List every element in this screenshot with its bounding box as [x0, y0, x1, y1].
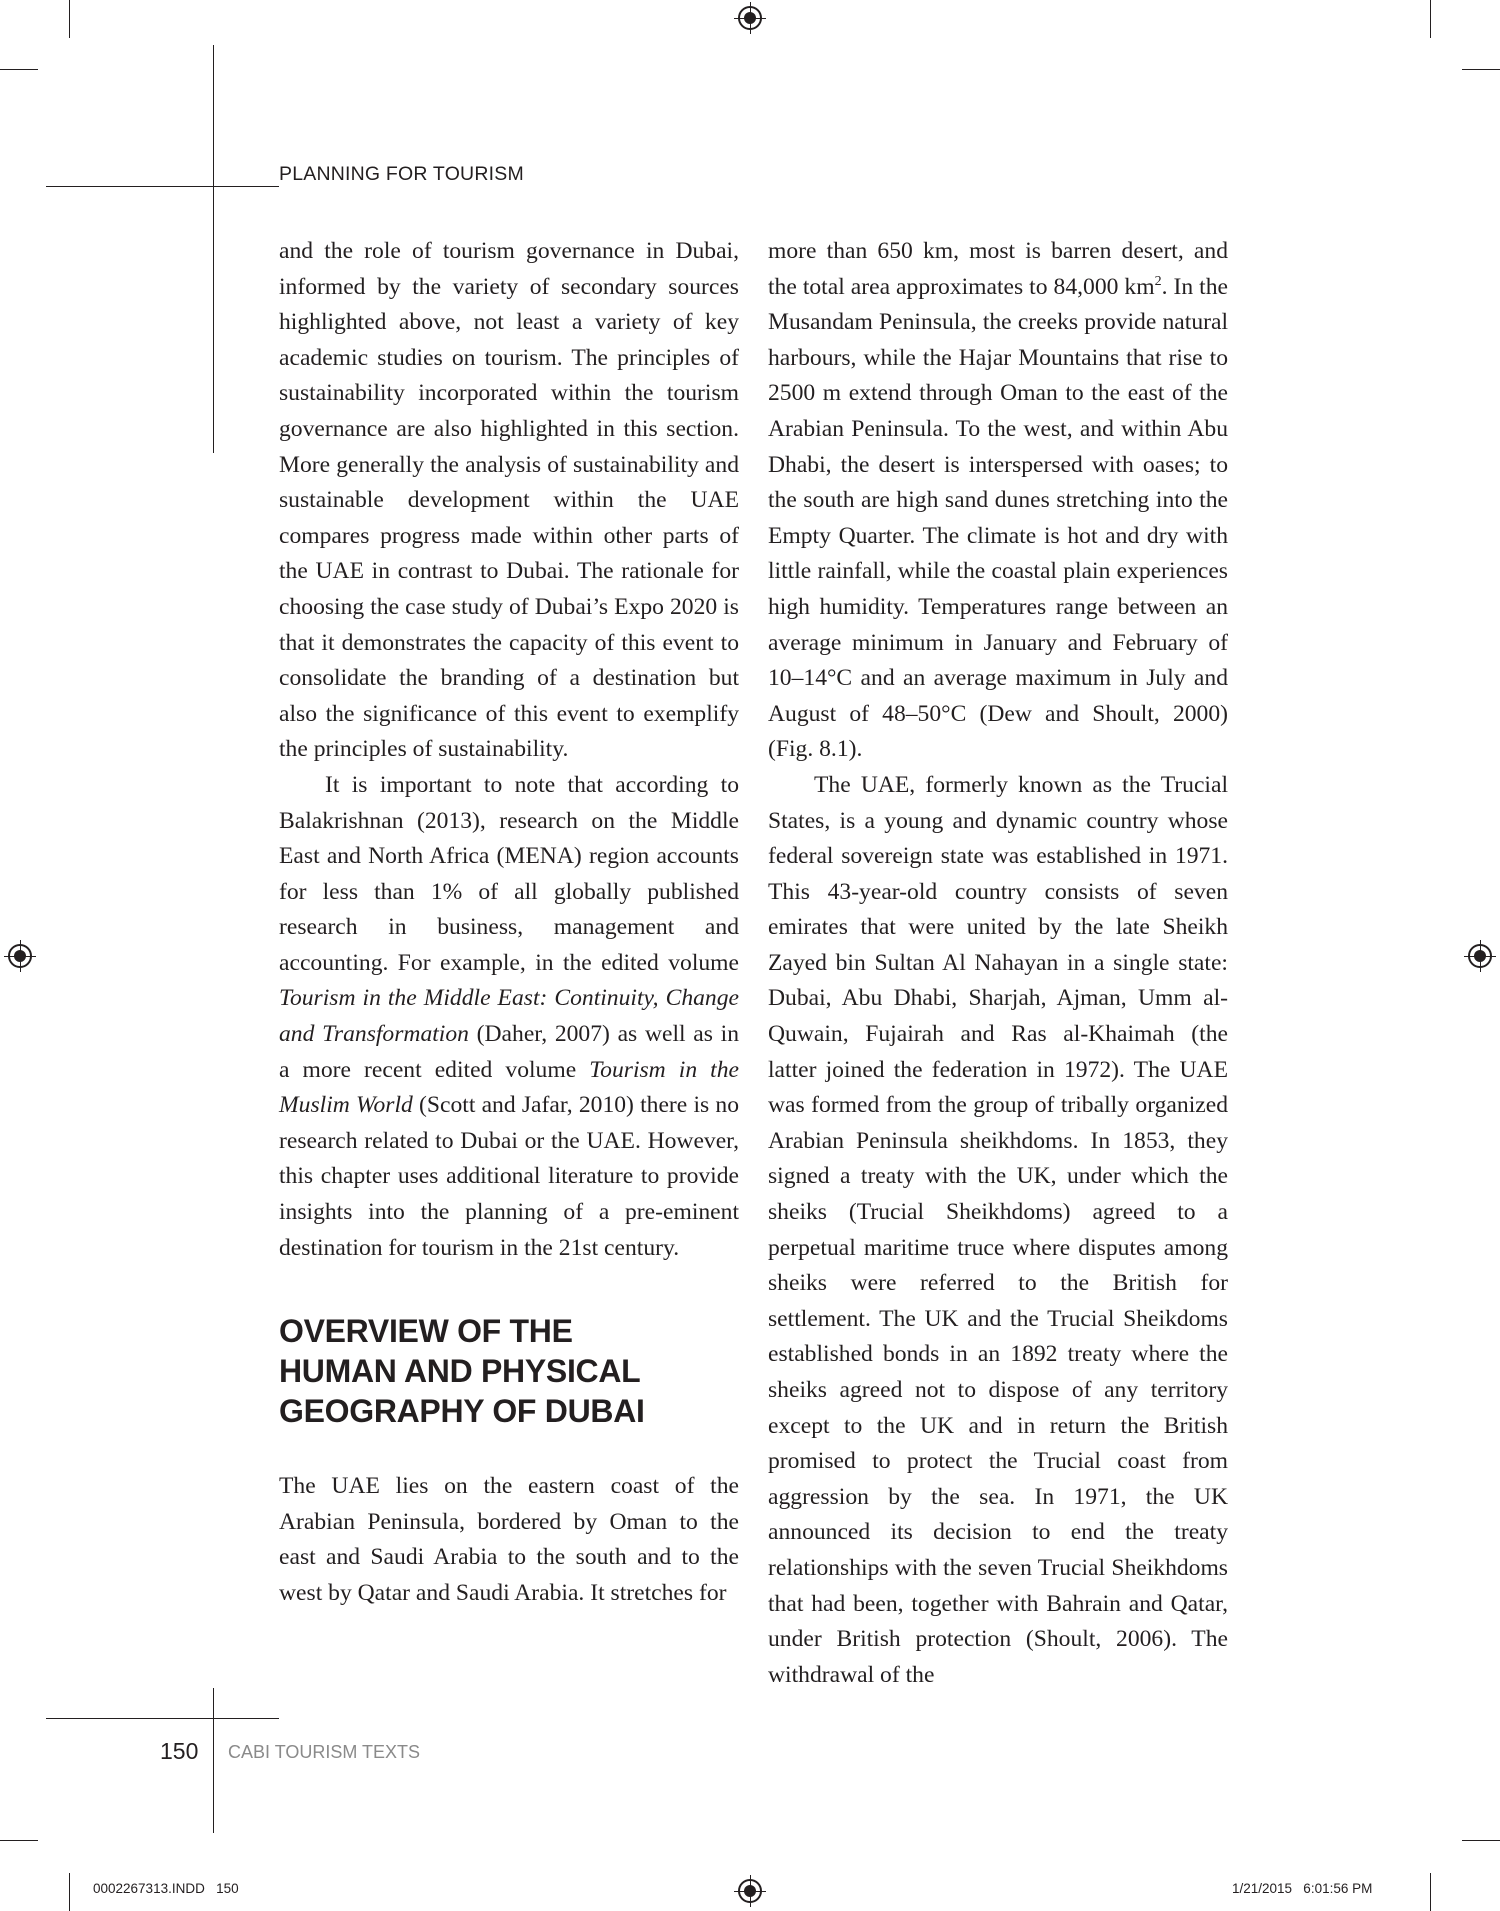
page-number: 150: [160, 1738, 199, 1764]
body-paragraph: and the role of tourism governance in Dubai, informed by the variety of secondary sources highlighted above, not least a variety of key academic studies on tourism. The principles of sustainability incorporated within the tourism governance are also highlighted in this section. More generally the analysis of sustainability and sustainable development within the UAE compares progress made within other parts of the UAE in contrast to Dubai. The rationale for choosing the case study of Dubai’s Expo 2020 is that it demonstrates the capacity of this event to consolidate the branding of a destination but also the significance of this event to exemplify the principles of sustainability.: [279, 238, 739, 763]
paragraph-text: (Scott and Jafar, 2010) there is no research related to Dubai or the UAE. However, this chapter uses additional literature to provide insights into the planning of a pre-eminent destination for tourism in the 21st century.: [279, 1092, 739, 1261]
heading-line: GEOGRAPHY OF DUBAI: [279, 1393, 645, 1430]
crop-mark-top-right-horizontal: [1462, 69, 1500, 70]
crop-mark-bottom-left-horizontal: [0, 1840, 38, 1841]
heading-line: OVERVIEW OF THE: [279, 1313, 573, 1350]
superscript: 2: [1154, 273, 1162, 289]
crop-mark-top-right-vertical: [1430, 0, 1431, 38]
right-column: [768, 234, 1228, 1693]
crop-mark-top-left-horizontal: [0, 69, 38, 70]
body-paragraph: The UAE lies on the eastern coast of the Arabian Peninsula, bordered by Oman to the east and Saudi Arabia to the south and to the west by Qatar and Saudi Arabia. It stretches for: [279, 1473, 739, 1606]
registration-mark-right-icon: [1468, 944, 1492, 968]
left-column: [279, 234, 739, 1612]
paragraph-text: more than 650 km, most is barren desert, and the total area approximates to 84,000 km: [768, 238, 1228, 300]
paragraph-text: (Daher, 2007) as well as in a more recent edited volume: [279, 1021, 739, 1083]
registration-mark-left-icon: [8, 944, 32, 968]
crop-mark-top-left-vertical: [69, 0, 70, 38]
header-horizontal-rule: [46, 186, 279, 187]
footer-vertical-rule: [213, 1688, 214, 1833]
crop-mark-bottom-right-vertical: [1430, 1873, 1431, 1911]
running-head: PLANNING FOR TOURISM: [279, 163, 524, 185]
heading-line: HUMAN AND PHYSICAL: [279, 1353, 641, 1390]
registration-mark-top-icon: [738, 6, 762, 30]
registration-mark-bottom-icon: [738, 1879, 762, 1903]
body-paragraph: [768, 234, 1228, 768]
section-heading: [279, 1311, 739, 1431]
crop-mark-bottom-left-vertical: [69, 1873, 70, 1911]
book-title: Tourism in the Muslim World: [279, 1056, 739, 1119]
body-paragraph: [279, 768, 739, 1266]
paragraph-text: It is important to note that according to Balakrishnan (2013), research on the Middle East and North Africa (MENA) region accounts for less than 1% of all globally published research in business, management and accounting. For example, in the edited volume: [279, 771, 739, 976]
slug-file-info: 0002267313.INDD 150: [93, 1881, 239, 1896]
book-title: Tourism in the Middle East: Continuity, Change and Transformation: [279, 985, 739, 1048]
slug-timestamp: 1/21/2015 6:01:56 PM: [1232, 1881, 1373, 1896]
body-paragraph: The UAE, formerly known as the Trucial States, is a young and dynamic country whose federal sovereign state was established in 1971. This 43-year-old country consists of seven emirates that were united by the late Sheikh Zayed bin Sultan Al Nahayan in a single state: Dubai, Abu Dhabi, Sharjah, Ajman, Umm al-Quwain, Fujairah and Ras al-Khaimah (the latter joined the federation in 1972). The UAE was formed from the group of tribally organized Arabian Peninsula sheikhdoms. In 1853, they signed a treaty with the UK, under which the sheiks (Trucial Sheikhdoms) agreed to a perpetual maritime truce where disputes among sheiks were referred to the British for settlement. The UK and the Trucial Sheikdoms established bonds in an 1892 treaty where the sheiks agreed not to dispose of any territory except to the UK and in return the British promised to protect the Trucial coast from aggression by the sea. In 1971, the UK announced its decision to end the treaty relationships with the seven Trucial Sheikhdoms that had been, together with Bahrain and Qatar, under British protection (Shoult, 2006). The withdrawal of the: [768, 771, 1228, 1688]
footer-horizontal-rule: [46, 1718, 279, 1719]
header-vertical-rule: [213, 45, 214, 453]
paragraph-text: . In the Musandam Peninsula, the creeks provide natural harbours, while the Hajar Mountains that rise to 2500 m extend through Oman to the east of the Arabian Peninsula. To the west, and within Abu Dhabi, the desert is interspersed with oases; to the south are high sand dunes stretching into the Empty Quarter. The climate is hot and dry with little rainfall, while the coastal plain experiences high humidity. Temperatures range between an average minimum in January and February of 10–14°C and an average maximum in July and August of 48–50°C (Dew and Shoult, 2000) (Fig. 8.1).: [768, 273, 1228, 763]
series-title: CABI TOURISM TEXTS: [228, 1742, 421, 1762]
crop-mark-bottom-right-horizontal: [1462, 1840, 1500, 1841]
